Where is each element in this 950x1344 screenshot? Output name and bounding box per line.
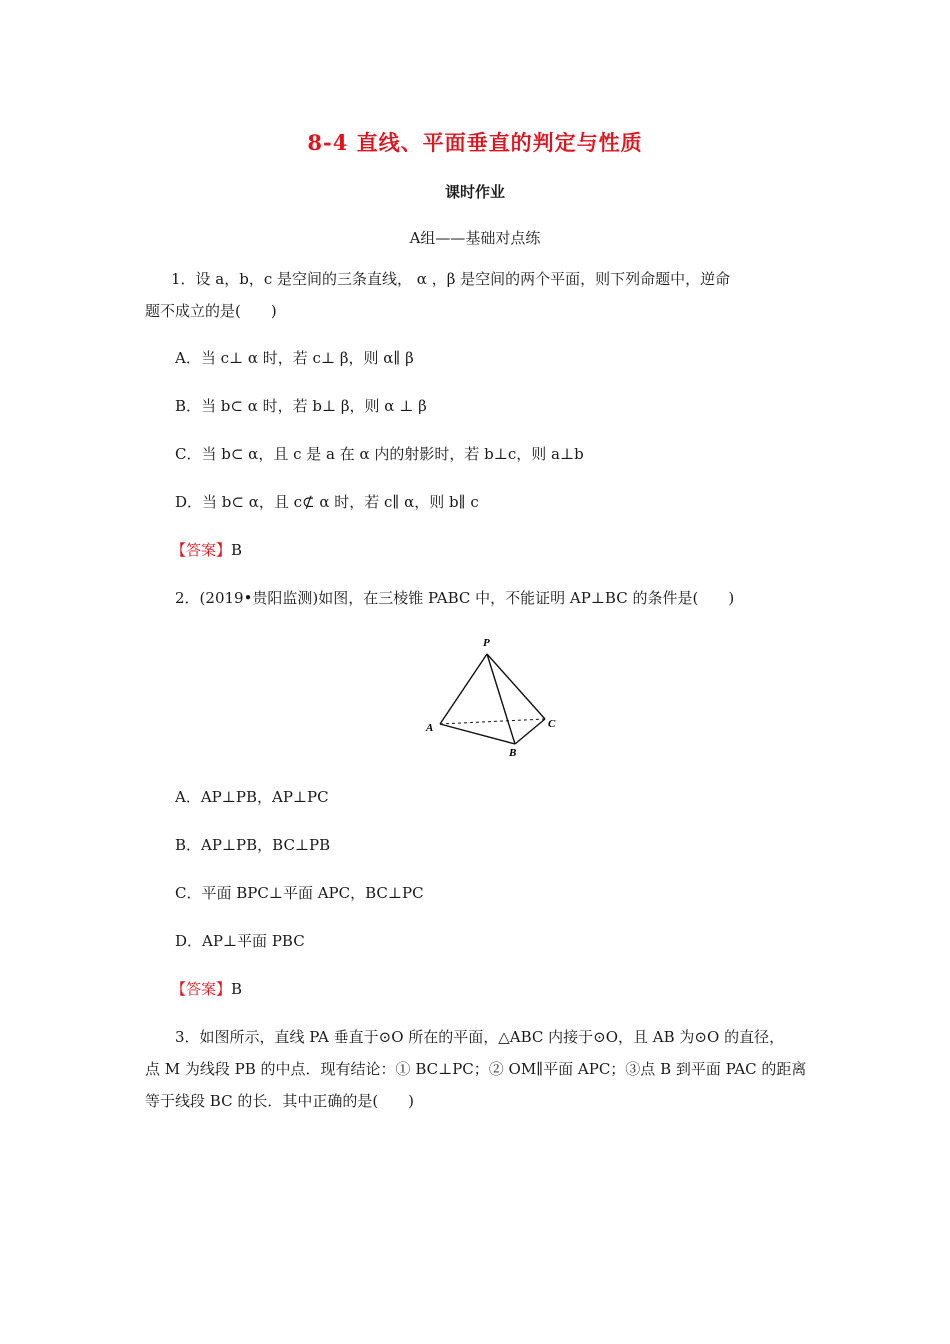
section-heading: A组——基础对点练 (409, 229, 541, 247)
q1-option-b: B．当 b⊂ α 时，若 b⊥ β，则 α ⊥ β (175, 397, 427, 415)
label-b: B (509, 747, 517, 759)
q1-answer-label: 答案 (186, 541, 217, 559)
label-a: A (426, 722, 434, 734)
q2-option-a: A．AP⊥PB，AP⊥PC (175, 788, 329, 806)
label-p: P (483, 637, 490, 649)
q1-option-a: A．当 c⊥ α 时，若 c⊥ β，则 α∥ β (175, 349, 414, 367)
q1-answer: 【答案】B (171, 541, 243, 559)
q3-line3: 等于线段 BC 的长．其中正确的是( ) (145, 1092, 415, 1110)
q2-answer-label: 答案 (186, 980, 217, 998)
page-title: 8-4 直线、平面垂直的判定与性质 (307, 130, 643, 155)
q1-option-d: D．当 b⊂ α，且 c⊄ α 时，若 c∥ α，则 b∥ c (175, 493, 479, 511)
page-subtitle: 课时作业 (444, 183, 505, 201)
q3-line1: 3．如图所示，直线 PA 垂直于⊙O 所在的平面，△ABC 内接于⊙O，且 AB 为⊙O 的直径， (175, 1028, 785, 1046)
q1-answer-value: B (231, 541, 243, 559)
pyramid-diagram (420, 632, 570, 762)
edge-ac-hidden (440, 719, 545, 724)
q2-stem: 2．(2019•贵阳监测)如图，在三棱锥 PABC 中，不能证明 AP⊥BC 的条件是( ) (175, 589, 735, 607)
q1-stem-line2: 题不成立的是( ) (145, 302, 277, 320)
edge-ab (440, 724, 515, 744)
q2-option-d: D．AP⊥平面 PBC (175, 932, 305, 950)
edge-pa (440, 654, 487, 724)
q2-option-c: C．平面 BPC⊥平面 APC，BC⊥PC (175, 884, 424, 902)
q2-answer-value: B (231, 980, 243, 998)
edge-bc (515, 719, 545, 744)
q1-stem-line1: 1．设 a，b，c 是空间的三条直线， α ，β 是空间的两个平面，则下列命题中，逆命 (171, 270, 731, 288)
q3-line2: 点 M 为线段 PB 的中点．现有结论：① BC⊥PC；② OM∥平面 APC；③点 B 到平面 PAC 的距离 (145, 1060, 807, 1078)
q2-option-b: B．AP⊥PB，BC⊥PB (175, 836, 331, 854)
q2-answer: 【答案】B (171, 980, 243, 998)
edge-pb (487, 654, 515, 744)
q1-option-c: C．当 b⊂ α，且 c 是 a 在 α 内的射影时，若 b⊥c，则 a⊥b (175, 445, 584, 463)
label-c: C (548, 718, 556, 730)
edge-pc (487, 654, 545, 719)
pyramid-figure (420, 632, 570, 766)
